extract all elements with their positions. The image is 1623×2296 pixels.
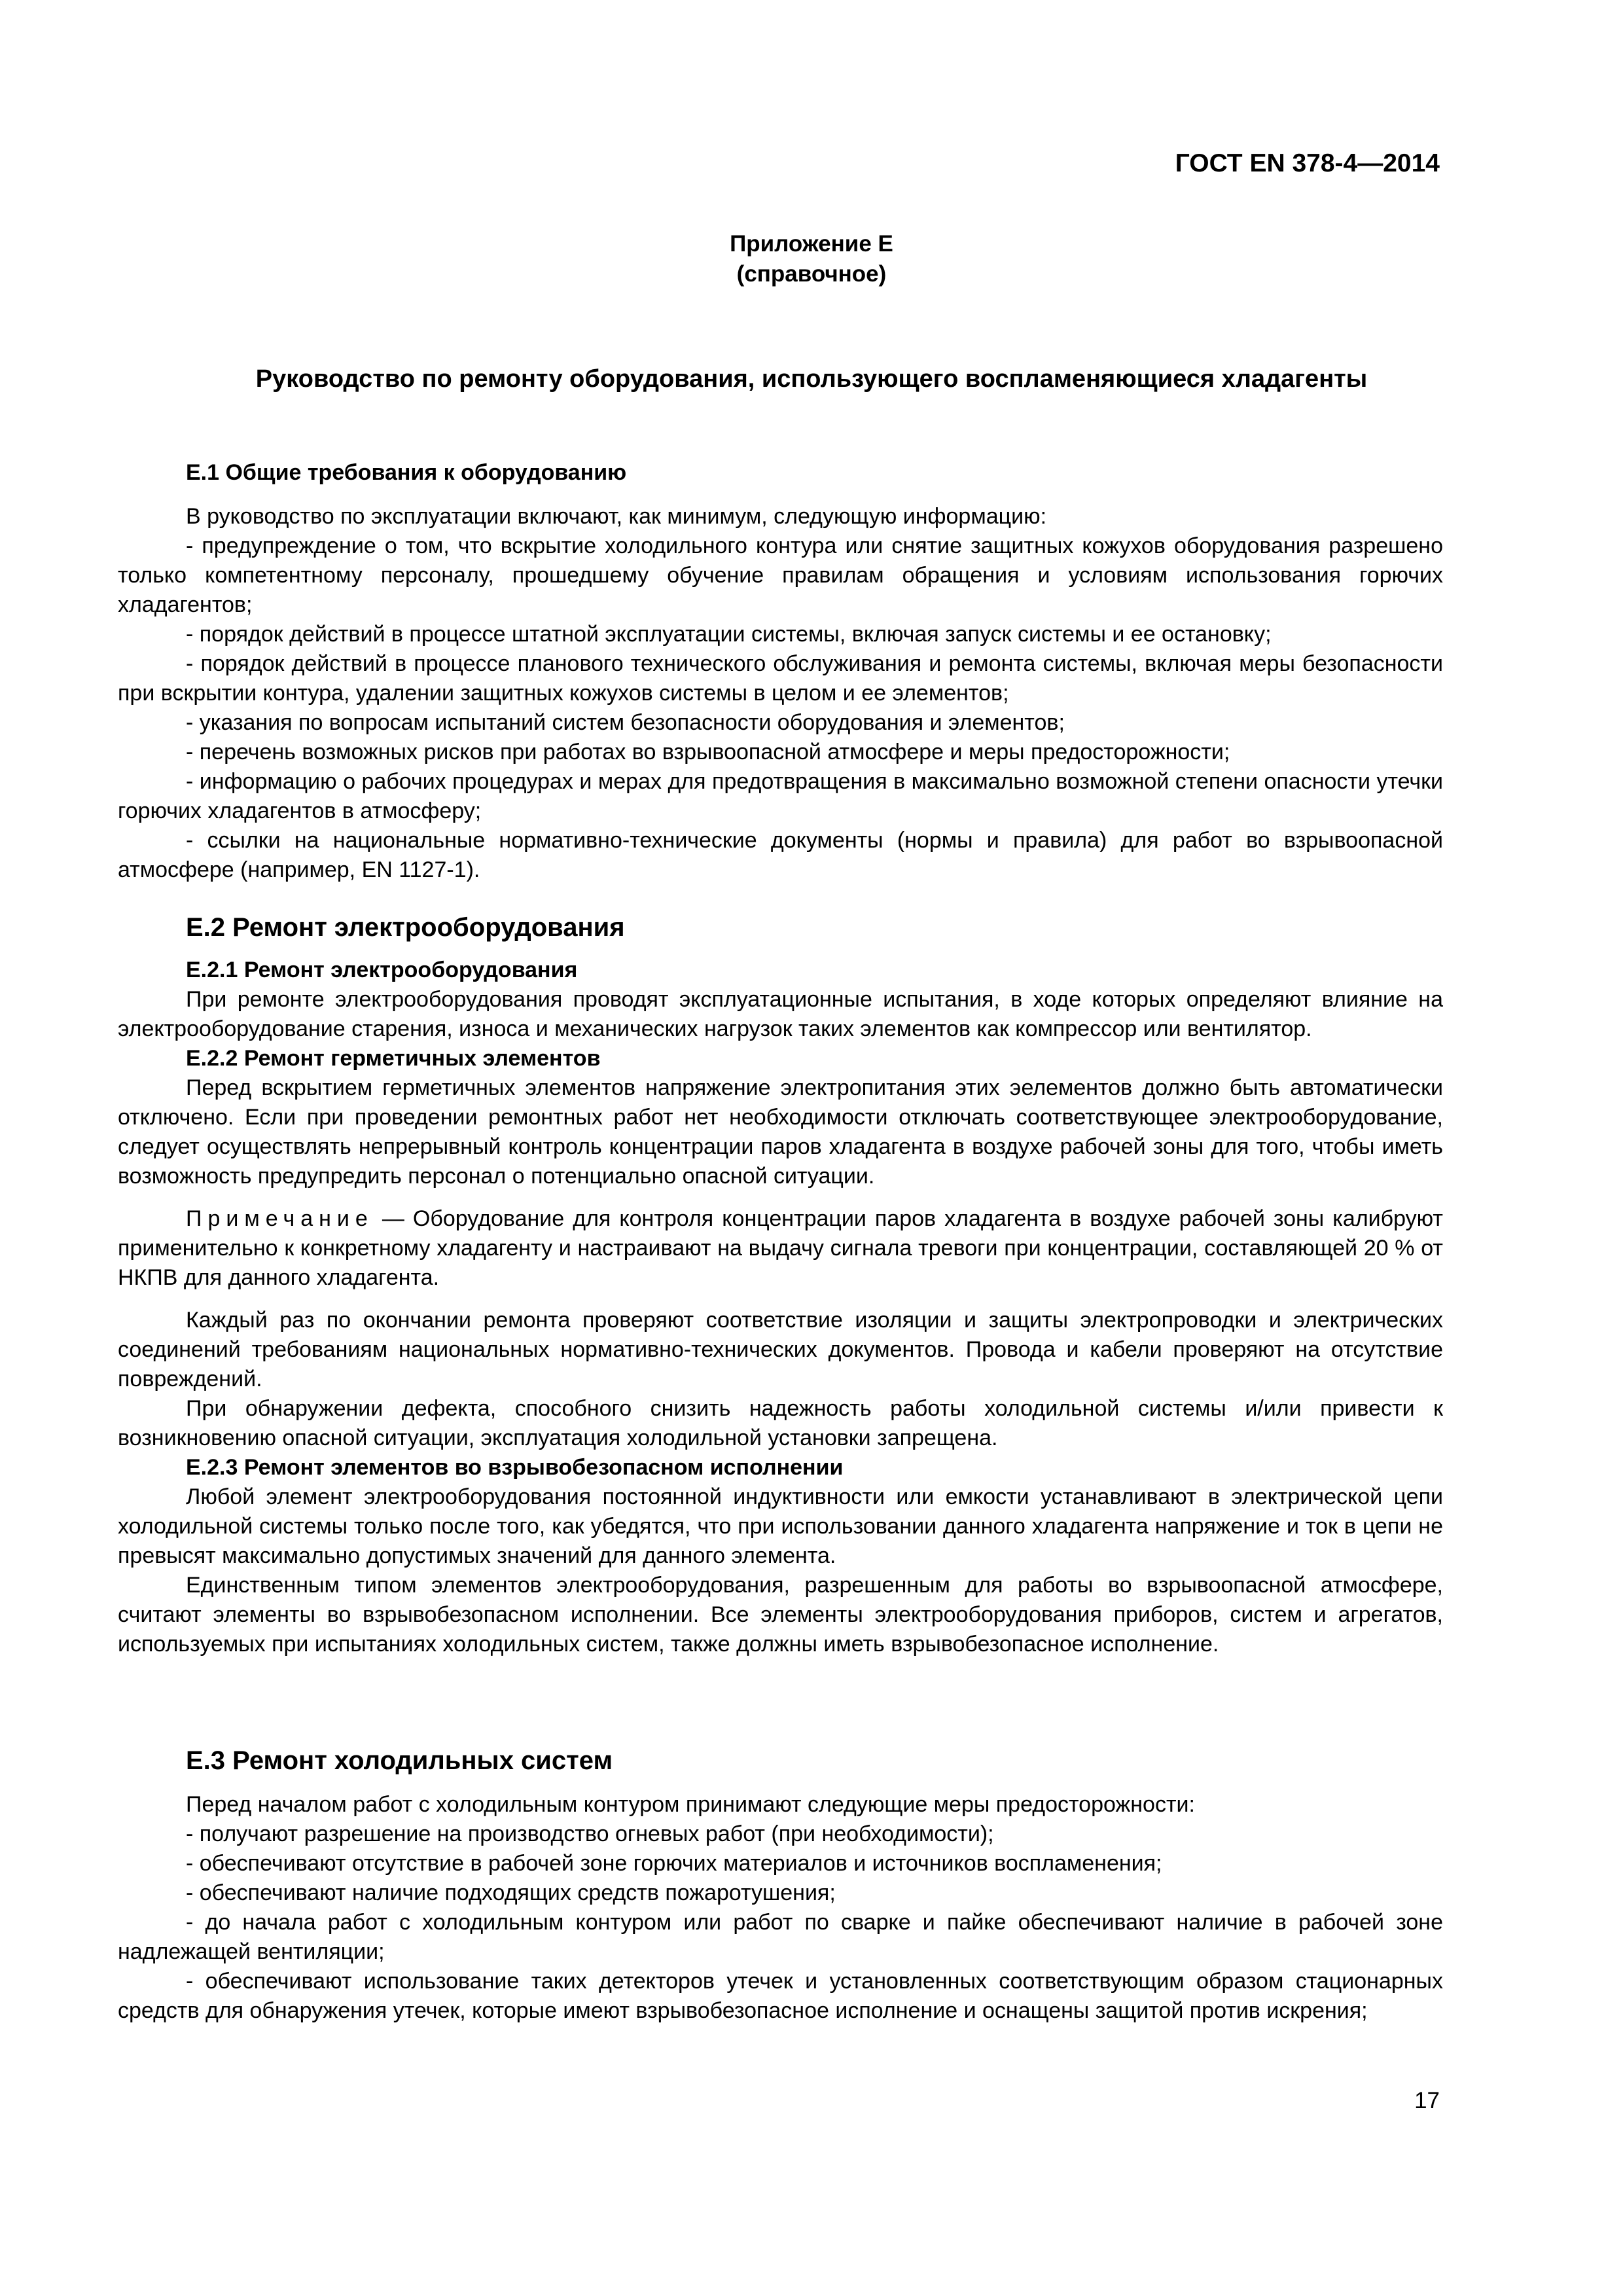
list-item: - получают разрешение на производство огневых работ (при необходимости); [186, 1821, 994, 1846]
subsection-e21-heading: Е.2.1 Ремонт электрооборудования [186, 958, 578, 982]
subsection-e22-text: Перед вскрытием герметичных элементов напряжение электропитания этих эелементов должно быть автоматически отключено. Если при проведении ремонтных работ нет необходимости отключать соответствующее электрооборудование, следует осуществлять непрерывный контроль концентрации паров хладагента в воздухе рабочей зоны для того, чтобы иметь возможность предупредить персонал о потенциально опасной ситуации. [118, 1075, 1443, 1189]
section-e2-heading: Е.2 Ремонт электрооборудования [186, 913, 625, 942]
list-item: - порядок действий в процессе планового технического обслуживания и ремонта системы, включая меры безопасности при вскрытии контура, удалении защитных кожухов системы в целом и ее элементов; [118, 651, 1443, 706]
subsection-e22-text-2: Каждый раз по окончании ремонта проверяют соответствие изоляции и защиты электропроводки и электрических соединений требованиям национальных нормативно-технических документов. Провода и кабели проверяют на отсутствие повреждений. [118, 1308, 1443, 1391]
subsection-e21-text: При ремонте электрооборудования проводят эксплуатационные испытания, в ходе которых определяют влияние на электрооборудование старения, износа и механических нагрузок таких элементов как компрессор или вентилятор. [118, 987, 1443, 1041]
list-item: - предупреждение о том, что вскрытие холодильного контура или снятие защитных кожухов оборудования разрешено только компетентному персоналу, прошедшему обучение правилам обращения и условиям использования горючих хладагентов; [118, 533, 1443, 617]
section-e2 [118, 913, 1443, 1659]
document-id: ГОСТ EN 378-4—2014 [1175, 149, 1440, 177]
section-e1-intro: В руководство по эксплуатации включают, как минимум, следующую информацию: [186, 504, 1047, 529]
section-e1 [118, 458, 1443, 885]
list-item: - порядок действий в процессе штатной эксплуатации системы, включая запуск системы и ее остановку; [186, 622, 1272, 647]
list-item: - обеспечивают использование таких детекторов утечек и установленных соответствующим образом стационарных средств для обнаружения утечек, которые имеют взрывобезопасное исполнение и оснащены защитой против искрения; [118, 1969, 1443, 2023]
section-e3 [118, 1746, 1443, 2026]
section-e3-intro: Перед началом работ с холодильным контуром принимают следующие меры предосторожности: [186, 1792, 1195, 1817]
note-label: Примечание [186, 1206, 374, 1231]
section-e1-heading: Е.1 Общие требования к оборудованию [186, 460, 627, 485]
list-item: - указания по вопросам испытаний систем безопасности оборудования и элементов; [186, 710, 1065, 735]
appendix-label: Приложение Е [730, 231, 893, 257]
list-item: - обеспечивают наличие подходящих средств пожаротушения; [186, 1880, 836, 1905]
note [118, 1204, 1443, 1293]
list-item: - до начала работ с холодильным контуром или работ по сварке и пайке обеспечивают наличие в рабочей зоне надлежащей вентиляции; [118, 1910, 1443, 1964]
subsection-e22-text-3: При обнаружении дефекта, способного снизить надежность работы холодильной системы и/или привести к возникновению опасной ситуации, эксплуатация холодильной установки запрещена. [118, 1396, 1443, 1450]
subsection-e23-heading: Е.2.3 Ремонт элементов во взрывобезопасном исполнении [186, 1455, 844, 1480]
list-item: - информацию о рабочих процедурах и мерах для предотвращения в максимально возможной степени опасности утечки горючих хладагентов в атмосферу; [118, 769, 1443, 823]
appendix-title: Руководство по ремонту оборудования, использующего воспламеняющиеся хладагенты [255, 365, 1368, 393]
subsection-e23-text-2: Единственным типом элементов электрооборудования, разрешенным для работы во взрывоопасной атмосфере, считают элементы во взрывобезопасном исполнении. Все элементы электрооборудования приборов, систем и агрегатов, используемых при испытаниях холодильных систем, также должны иметь взрывобезопасное исполнение. [118, 1573, 1443, 1657]
subsection-e23-text: Любой элемент электрооборудования постоянной индуктивности или емкости устанавливают в электрической цепи холодильной системы только после того, как убедятся, что при использовании данного хладагента напряжение и ток в цепи не превысят максимально допустимых значений для данного элемента. [118, 1484, 1443, 1568]
list-item: - ссылки на национальные нормативно-технические документы (нормы и правила) для работ во взрывоопасной атмосфере (например, EN 1127-1). [118, 828, 1443, 882]
subsection-e22-heading: Е.2.2 Ремонт герметичных элементов [186, 1046, 601, 1071]
list-item: - обеспечивают отсутствие в рабочей зоне горючих материалов и источников воспламенения; [186, 1851, 1162, 1876]
appendix-type: (справочное) [736, 261, 887, 287]
list-item: - перечень возможных рисков при работах во взрывоопасной атмосфере и меры предосторожности; [186, 740, 1230, 764]
section-e3-heading: Е.3 Ремонт холодильных систем [186, 1746, 613, 1775]
note-text: — Оборудование для контроля концентрации паров хладагента в воздухе рабочей зоны калибруют применительно к конкретному хладагенту и настраивают на выдачу сигнала тревоги при концентрации, составляющей 20 % от НКПВ для данного хладагента. [118, 1206, 1443, 1290]
page-number: 17 [1414, 2088, 1440, 2113]
appendix-heading [0, 229, 1623, 289]
